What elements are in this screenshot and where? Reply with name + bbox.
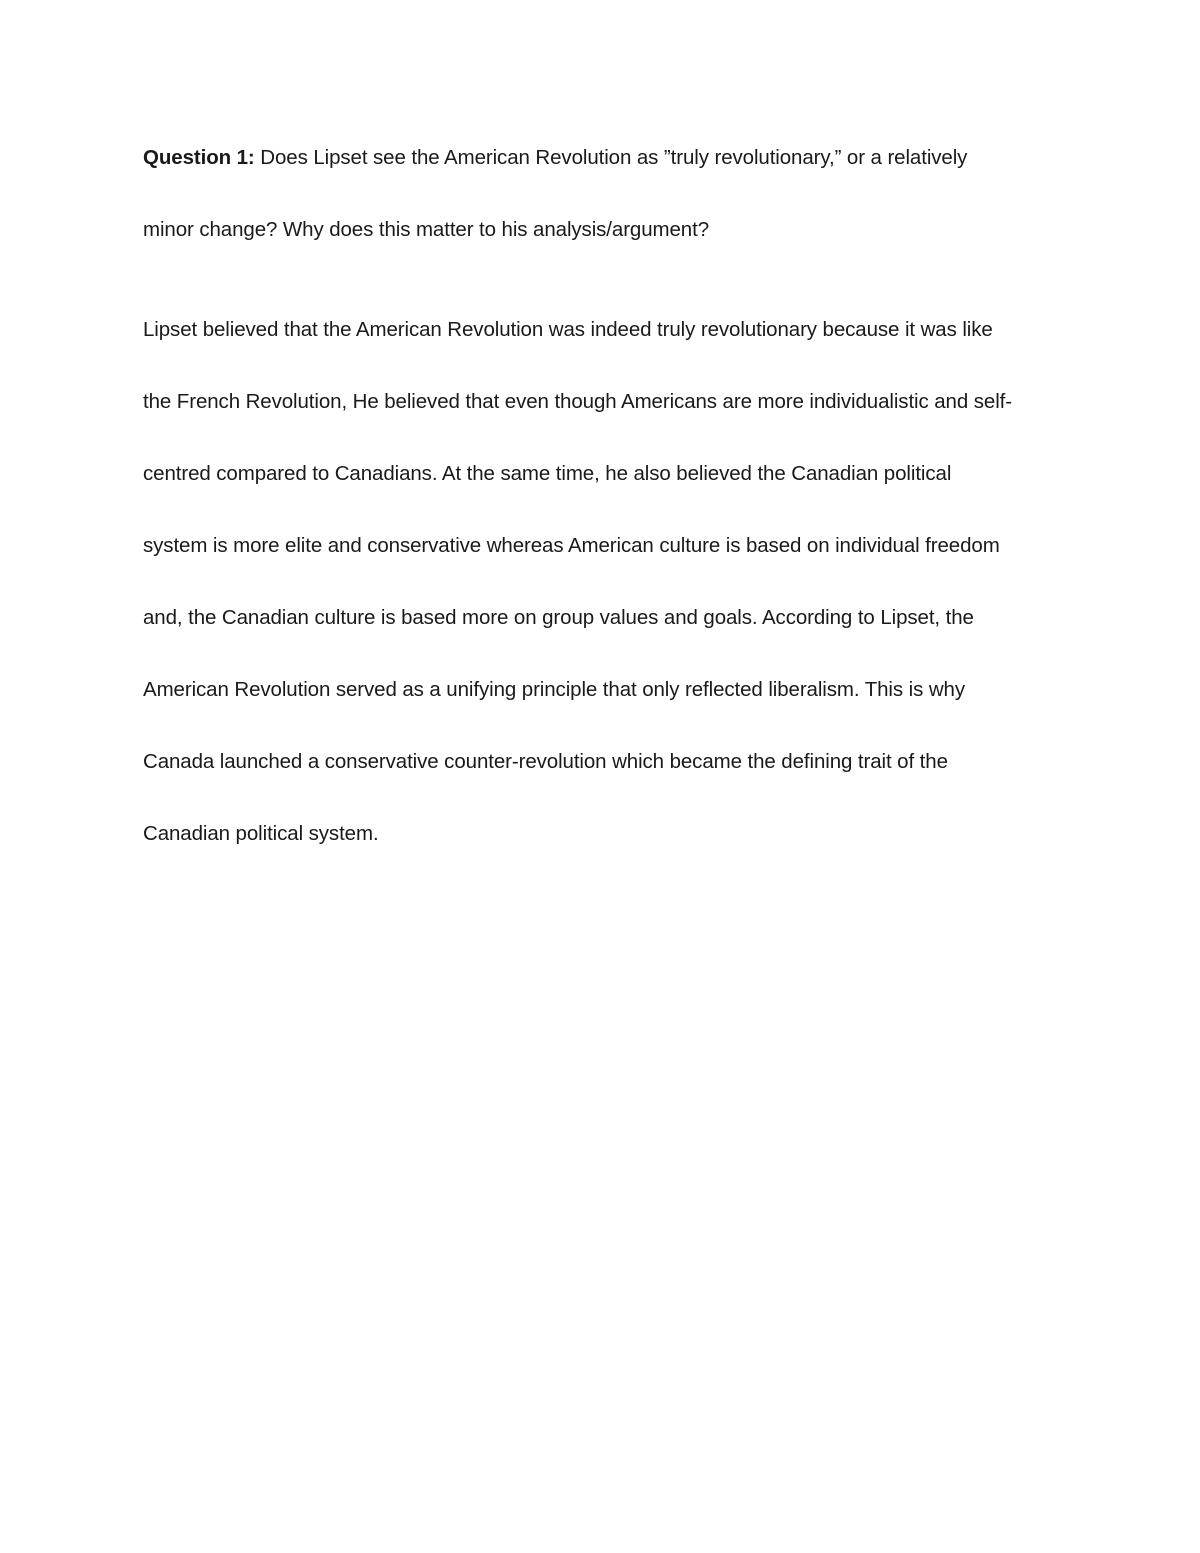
answer-line-3: centred compared to Canadians. At the same time, he also believed the Canadian political — [143, 462, 952, 485]
answer-line-5: and, the Canadian culture is based more on group values and goals. According to Lipset, the — [143, 606, 974, 629]
question-label: Question 1: — [143, 146, 255, 169]
answer-line-6: American Revolution served as a unifying principle that only reflected liberalism. This is why — [143, 678, 965, 701]
answer-line-7: Canada launched a conservative counter-revolution which became the defining trait of the — [143, 750, 948, 773]
answer-line-2: the French Revolution, He believed that even though Americans are more individualistic and self- — [143, 390, 1012, 413]
answer-line-8: Canadian political system. — [143, 822, 379, 845]
question-line-2: minor change? Why does this matter to his analysis/argument? — [143, 218, 709, 241]
question-text: Does Lipset see the American Revolution as ”truly revolutionary,” or a relatively — [254, 146, 968, 169]
answer-line-1: Lipset believed that the American Revolution was indeed truly revolutionary because it was like — [143, 318, 993, 341]
answer-line-4: system is more elite and conservative whereas American culture is based on individual freedom — [143, 534, 1000, 557]
question-line-1 — [143, 144, 967, 172]
